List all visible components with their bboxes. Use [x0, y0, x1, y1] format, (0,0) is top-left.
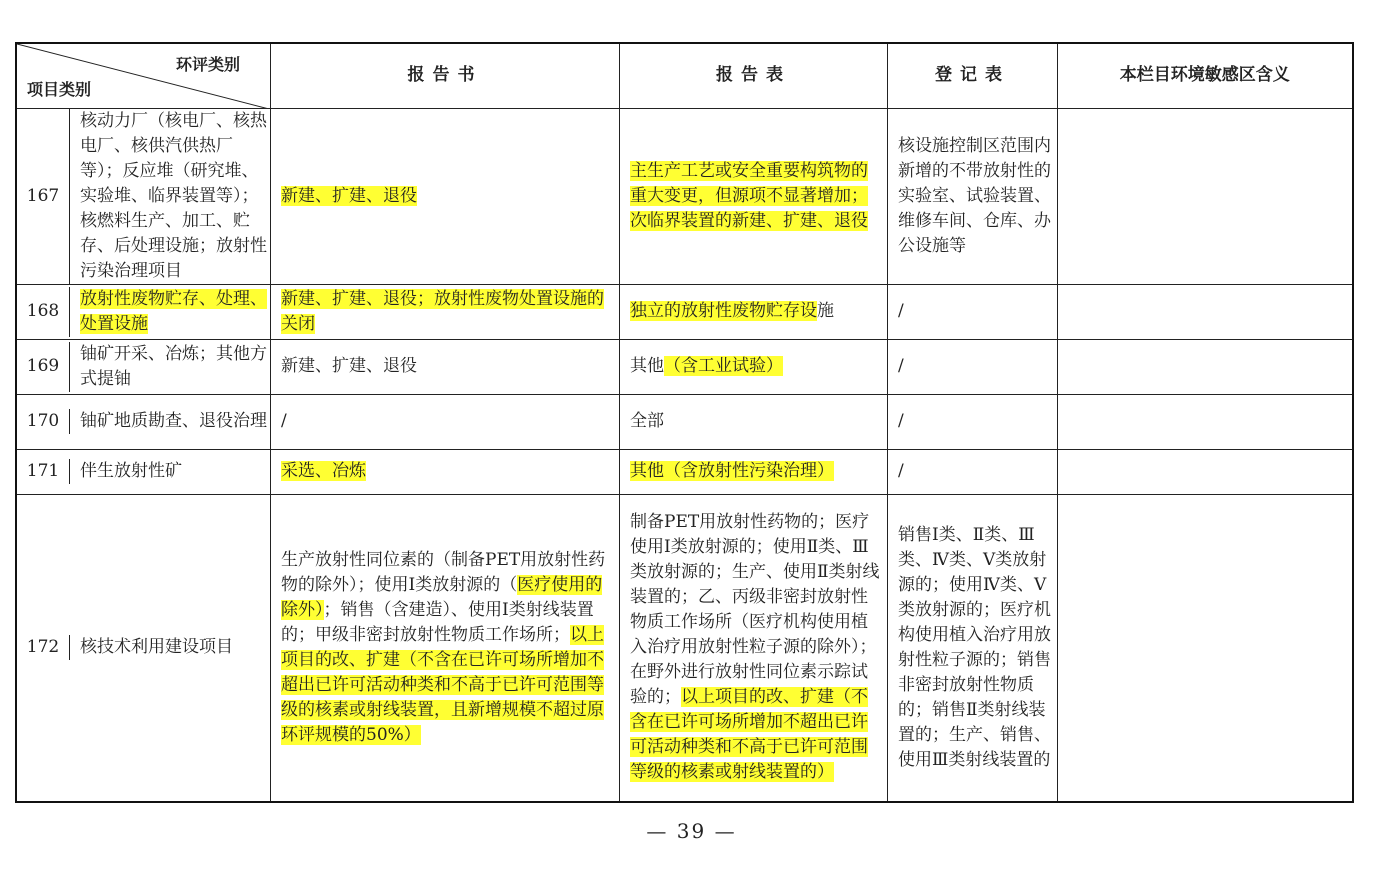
report-book-cell	[271, 108, 620, 284]
project-category: 铀矿开采、冶炼；其他方式提铀	[80, 343, 267, 389]
sensitive-area-cell	[1058, 108, 1353, 284]
col-header-sensitive-area: 本栏目环境敏感区含义	[1058, 43, 1353, 108]
project-category: 核动力厂（核电厂、核热电厂、核供汽供热厂等）；反应堆（研究堆、实验堆、临界装置等）；核燃料生产、加工、贮存、后处理设施；放射性污染治理项目	[80, 110, 267, 281]
page-number: — 39 —	[646, 819, 737, 843]
report-book-highlighted-text: 采选、冶炼	[281, 461, 366, 481]
register-form-text: 核设施控制区范围内新增的不带放射性的实验室、试验装置、维修车间、仓库、办公设施等	[898, 135, 1051, 256]
sensitive-area-cell	[1058, 394, 1353, 449]
register-form-cell	[888, 284, 1058, 339]
row-number: 169	[26, 356, 60, 376]
report-form-text: 全部	[630, 411, 664, 431]
register-form-cell	[888, 494, 1058, 802]
report-form-highlighted-text: 以上项目的改、扩建（不含在已许可场所增加不超出已许可活动种类和不高于已许可范围等级的核素或射线装置的）	[630, 687, 868, 783]
row-number: 170	[26, 411, 60, 431]
sensitive-area-cell	[1058, 284, 1353, 339]
report-book-highlighted-text: 新建、扩建、退役；放射性废物处置设施的关闭	[281, 288, 604, 334]
project-category-cell	[16, 394, 271, 449]
project-category-cell	[16, 284, 271, 339]
report-form-cell	[620, 449, 888, 494]
report-book-text: /	[281, 411, 287, 431]
sensitive-area-cell	[1058, 449, 1353, 494]
report-book-text: 生产放射性同位素的（制备PET用放射性药物的除外）；使用I类放射源的（	[281, 549, 606, 595]
row-number: 167	[26, 185, 60, 206]
corner-label-project-type: 项目类别	[27, 79, 92, 99]
project-category: 伴生放射性矿	[80, 461, 182, 481]
report-book-cell	[271, 284, 620, 339]
sensitive-area-cell	[1058, 339, 1353, 394]
table-row	[16, 339, 1353, 394]
row-number: 172	[26, 637, 60, 658]
report-form-cell	[620, 339, 888, 394]
corner-header-cell	[16, 43, 271, 108]
report-form-cell	[620, 284, 888, 339]
register-form-text: 销售Ⅰ类、Ⅱ类、Ⅲ类、Ⅳ类、Ⅴ类放射源的；使用Ⅳ类、Ⅴ类放射源的；医疗机构使用植入治疗用放射性粒子源的；销售非密封放射性物质的；销售Ⅱ类射线装置的；生产、销售、使用Ⅲ类射线装置的	[898, 524, 1051, 770]
table-row	[16, 108, 1353, 284]
report-book-cell	[271, 494, 620, 802]
report-book-highlighted-text: 以上项目的改、扩建（不含在已许可场所增加不超出已许可活动种类和不高于已许可范围等级的核素或射线装置，且新增规模不超过原环评规模的50%）	[281, 624, 604, 745]
row-number: 171	[26, 461, 60, 481]
table-row	[16, 449, 1353, 494]
col-header-report-form: 报告表	[620, 43, 888, 108]
corner-label-assessment-type: 环评类别	[175, 55, 240, 74]
report-form-cell	[620, 394, 888, 449]
report-book-cell	[271, 449, 620, 494]
register-form-text: /	[898, 411, 904, 431]
row-number: 168	[26, 301, 60, 321]
header-row	[16, 43, 1353, 108]
project-category-cell	[16, 339, 271, 394]
report-form-text: 制备PET用放射性药物的；医疗使用Ⅰ类放射源的；使用Ⅱ类、Ⅲ类放射源的；生产、使用Ⅱ类射线装置的；乙、丙级非密封放射性物质工作场所（医疗机构使用植入治疗用放射性粒子源的除外）；在野外进行放射性同位素示踪试验的；	[630, 512, 880, 708]
project-category-cell	[16, 449, 271, 494]
project-category: 铀矿地质勘查、退役治理	[80, 411, 267, 431]
sensitive-area-cell	[1058, 494, 1353, 802]
report-book-highlighted-text: 医疗使用的除外）	[281, 574, 603, 620]
report-form-cell	[620, 108, 888, 284]
col-header-register-form: 登记表	[888, 43, 1058, 108]
report-form-highlighted-text: 其他（含放射性污染治理）	[630, 461, 834, 481]
report-form-text: 施	[817, 301, 834, 321]
report-form-highlighted-text: 独立的放射性废物贮存设	[630, 301, 817, 321]
register-form-cell	[888, 108, 1058, 284]
table-row	[16, 394, 1353, 449]
register-form-cell	[888, 339, 1058, 394]
report-book-highlighted-text: 新建、扩建、退役	[281, 185, 417, 206]
report-book-text: 新建、扩建、退役	[281, 356, 417, 376]
register-form-cell	[888, 449, 1058, 494]
report-book-cell	[271, 339, 620, 394]
table-row	[16, 494, 1353, 802]
report-form-highlighted-text: 主生产工艺或安全重要构筑物的重大变更，但源项不显著增加；次临界装置的新建、扩建、退役	[630, 160, 868, 231]
report-form-highlighted-text: （含工业试验）	[664, 356, 783, 376]
report-book-text: ；销售（含建造）、使用I类射线装置的；甲级非密封放射性物质工作场所；	[281, 599, 594, 645]
eia-category-table	[15, 42, 1354, 803]
project-category-cell	[16, 494, 271, 802]
project-category	[80, 287, 270, 337]
report-form-text: 其他	[630, 356, 664, 376]
report-book-cell	[271, 394, 620, 449]
project-category: 核技术利用建设项目	[80, 637, 233, 658]
register-form-cell	[888, 394, 1058, 449]
report-form-cell	[620, 494, 888, 802]
project-category-highlighted-text: 放射性废物贮存、处理、处置设施	[80, 288, 267, 334]
register-form-text: /	[898, 301, 904, 321]
col-header-report-book: 报告书	[271, 43, 620, 108]
register-form-text: /	[898, 356, 904, 376]
project-category-cell	[16, 108, 271, 284]
table-row	[16, 284, 1353, 339]
register-form-text: /	[898, 461, 904, 481]
